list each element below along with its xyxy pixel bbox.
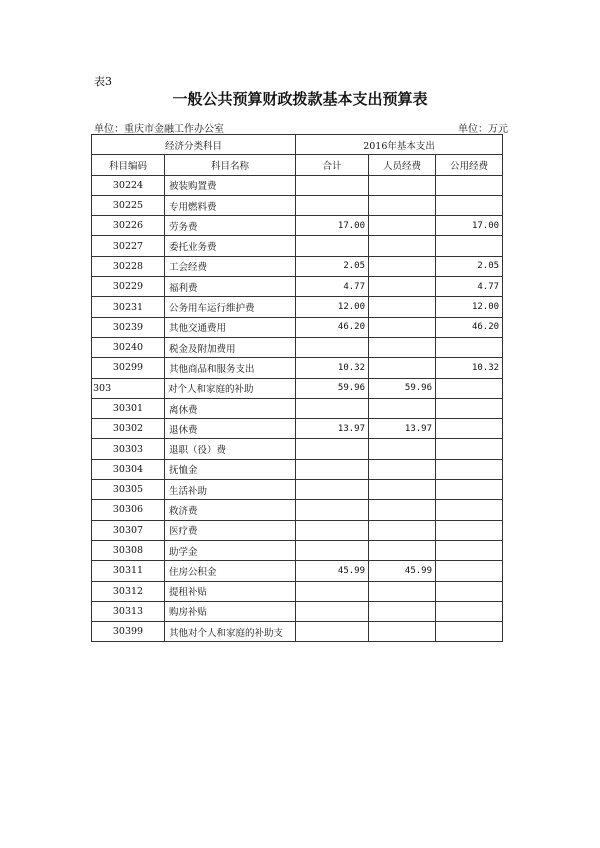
header-total: 合计 [296, 155, 369, 175]
subject-name-cell: 对个人和家庭的补助 [165, 378, 296, 398]
public-expense-cell [436, 337, 503, 357]
total-cell: 46.20 [296, 317, 369, 337]
subject-name-cell: 救济费 [165, 500, 296, 520]
total-cell [296, 398, 369, 418]
subject-name-cell: 住房公积金 [165, 561, 296, 581]
total-cell [296, 175, 369, 195]
subject-name-cell: 医疗费 [165, 520, 296, 540]
public-expense-cell [436, 540, 503, 560]
subject-code-cell: 30306 [92, 500, 165, 520]
subject-code-cell: 303 [92, 378, 165, 398]
header-basic-expenditure: 2016年基本支出 [296, 135, 503, 155]
header-economic-classification: 经济分类科目 [92, 135, 296, 155]
subject-code-cell: 30240 [92, 337, 165, 357]
subject-name-cell: 被装购置费 [165, 175, 296, 195]
subject-code-cell: 30308 [92, 540, 165, 560]
public-expense-cell [436, 398, 503, 418]
header-public-expense: 公用经费 [436, 155, 503, 175]
public-expense-cell: 10.32 [436, 358, 503, 378]
subject-name-cell: 劳务费 [165, 216, 296, 236]
table-row [92, 317, 503, 337]
subject-code-cell: 30231 [92, 297, 165, 317]
subject-code-cell: 30226 [92, 216, 165, 236]
personnel-expense-cell [369, 540, 436, 560]
total-cell [296, 236, 369, 256]
subject-name-cell: 退休费 [165, 419, 296, 439]
public-expense-cell [436, 236, 503, 256]
subject-name-cell: 专用燃料费 [165, 195, 296, 215]
subject-code-cell: 30302 [92, 419, 165, 439]
subject-name-cell: 退职（役）费 [165, 439, 296, 459]
table-row [92, 520, 503, 540]
total-cell [296, 459, 369, 479]
public-expense-cell [436, 520, 503, 540]
subject-code-cell: 30227 [92, 236, 165, 256]
total-cell: 12.00 [296, 297, 369, 317]
subject-code-cell: 30311 [92, 561, 165, 581]
personnel-expense-cell [369, 520, 436, 540]
personnel-expense-cell [369, 581, 436, 601]
personnel-expense-cell: 45.99 [369, 561, 436, 581]
subject-code-cell: 30303 [92, 439, 165, 459]
total-cell [296, 337, 369, 357]
personnel-expense-cell [369, 358, 436, 378]
total-cell [296, 601, 369, 621]
total-cell: 4.77 [296, 277, 369, 297]
public-expense-cell [436, 581, 503, 601]
personnel-expense-cell [369, 480, 436, 500]
subject-name-cell: 离休费 [165, 398, 296, 418]
personnel-expense-cell [369, 398, 436, 418]
budget-table [91, 134, 503, 642]
personnel-expense-cell [369, 195, 436, 215]
subject-code-cell: 30239 [92, 317, 165, 337]
subject-name-cell: 其他商品和服务支出 [165, 358, 296, 378]
personnel-expense-cell: 59.96 [369, 378, 436, 398]
public-expense-cell [436, 480, 503, 500]
subject-code-cell: 30313 [92, 601, 165, 621]
personnel-expense-cell [369, 175, 436, 195]
total-cell: 2.05 [296, 256, 369, 276]
subject-name-cell: 生活补助 [165, 480, 296, 500]
personnel-expense-cell [369, 256, 436, 276]
total-cell [296, 500, 369, 520]
subject-code-cell: 30225 [92, 195, 165, 215]
personnel-expense-cell [369, 277, 436, 297]
header-subject-name: 科目名称 [165, 155, 296, 175]
table-row [92, 236, 503, 256]
total-cell: 13.97 [296, 419, 369, 439]
unit-currency-label: 单位：万元 [458, 124, 508, 135]
unit-organization-label: 单位：重庆市金融工作办公室 [94, 124, 224, 135]
personnel-expense-cell [369, 236, 436, 256]
public-expense-cell [436, 195, 503, 215]
subject-name-cell: 其他交通费用 [165, 317, 296, 337]
total-cell [296, 520, 369, 540]
subject-code-cell: 30301 [92, 398, 165, 418]
table-row [92, 622, 503, 642]
table-row [92, 459, 503, 479]
public-expense-cell: 4.77 [436, 277, 503, 297]
subject-name-cell: 提租补贴 [165, 581, 296, 601]
table-row [92, 601, 503, 621]
header-personnel-expense: 人员经费 [369, 155, 436, 175]
subject-code-cell: 30224 [92, 175, 165, 195]
public-expense-cell [436, 378, 503, 398]
table-row [92, 337, 503, 357]
total-cell [296, 439, 369, 459]
personnel-expense-cell [369, 216, 436, 236]
public-expense-cell [436, 459, 503, 479]
personnel-expense-cell [369, 622, 436, 642]
personnel-expense-cell [369, 439, 436, 459]
table-header-group-row [92, 135, 503, 155]
subject-name-cell: 福利费 [165, 277, 296, 297]
personnel-expense-cell [369, 337, 436, 357]
subject-name-cell: 抚恤金 [165, 459, 296, 479]
personnel-expense-cell [369, 297, 436, 317]
public-expense-cell [436, 601, 503, 621]
table-row [92, 561, 503, 581]
total-cell: 45.99 [296, 561, 369, 581]
subject-name-cell: 委托业务费 [165, 236, 296, 256]
table-row [92, 297, 503, 317]
table-row [92, 358, 503, 378]
total-cell [296, 622, 369, 642]
table-row [92, 277, 503, 297]
public-expense-cell [436, 419, 503, 439]
subject-name-cell: 其他对个人和家庭的补助支 [165, 622, 296, 642]
total-cell: 17.00 [296, 216, 369, 236]
public-expense-cell: 17.00 [436, 216, 503, 236]
public-expense-cell: 2.05 [436, 256, 503, 276]
total-cell [296, 480, 369, 500]
table-body [92, 175, 503, 642]
subject-code-cell: 30305 [92, 480, 165, 500]
subject-code-cell: 30304 [92, 459, 165, 479]
public-expense-cell: 46.20 [436, 317, 503, 337]
subject-code-cell: 30307 [92, 520, 165, 540]
table-row [92, 540, 503, 560]
total-cell [296, 540, 369, 560]
subject-code-cell: 30228 [92, 256, 165, 276]
subject-code-cell: 30312 [92, 581, 165, 601]
personnel-expense-cell [369, 601, 436, 621]
subject-name-cell: 税金及附加费用 [165, 337, 296, 357]
total-cell: 10.32 [296, 358, 369, 378]
table-row [92, 500, 503, 520]
table-number-label: 表3 [94, 75, 112, 88]
total-cell [296, 581, 369, 601]
public-expense-cell [436, 561, 503, 581]
table-row [92, 419, 503, 439]
subject-code-cell: 30299 [92, 358, 165, 378]
personnel-expense-cell [369, 459, 436, 479]
subject-name-cell: 工会经费 [165, 256, 296, 276]
header-subject-code: 科目编码 [92, 155, 165, 175]
public-expense-cell [436, 622, 503, 642]
subject-name-cell: 助学金 [165, 540, 296, 560]
table-row [92, 216, 503, 236]
table-row [92, 195, 503, 215]
personnel-expense-cell: 13.97 [369, 419, 436, 439]
table-row [92, 378, 503, 398]
subject-code-cell: 30399 [92, 622, 165, 642]
page-title: 一般公共预算财政拨款基本支出预算表 [172, 90, 428, 108]
total-cell [296, 195, 369, 215]
table-row [92, 175, 503, 195]
public-expense-cell [436, 500, 503, 520]
personnel-expense-cell [369, 317, 436, 337]
public-expense-cell [436, 175, 503, 195]
table-row [92, 398, 503, 418]
total-cell: 59.96 [296, 378, 369, 398]
table-header-row [92, 155, 503, 175]
personnel-expense-cell [369, 500, 436, 520]
subject-name-cell: 购房补贴 [165, 601, 296, 621]
table-row [92, 581, 503, 601]
public-expense-cell: 12.00 [436, 297, 503, 317]
table-row [92, 439, 503, 459]
subject-code-cell: 30229 [92, 277, 165, 297]
subject-name-cell: 公务用车运行维护费 [165, 297, 296, 317]
table-row [92, 256, 503, 276]
table-row [92, 480, 503, 500]
public-expense-cell [436, 439, 503, 459]
